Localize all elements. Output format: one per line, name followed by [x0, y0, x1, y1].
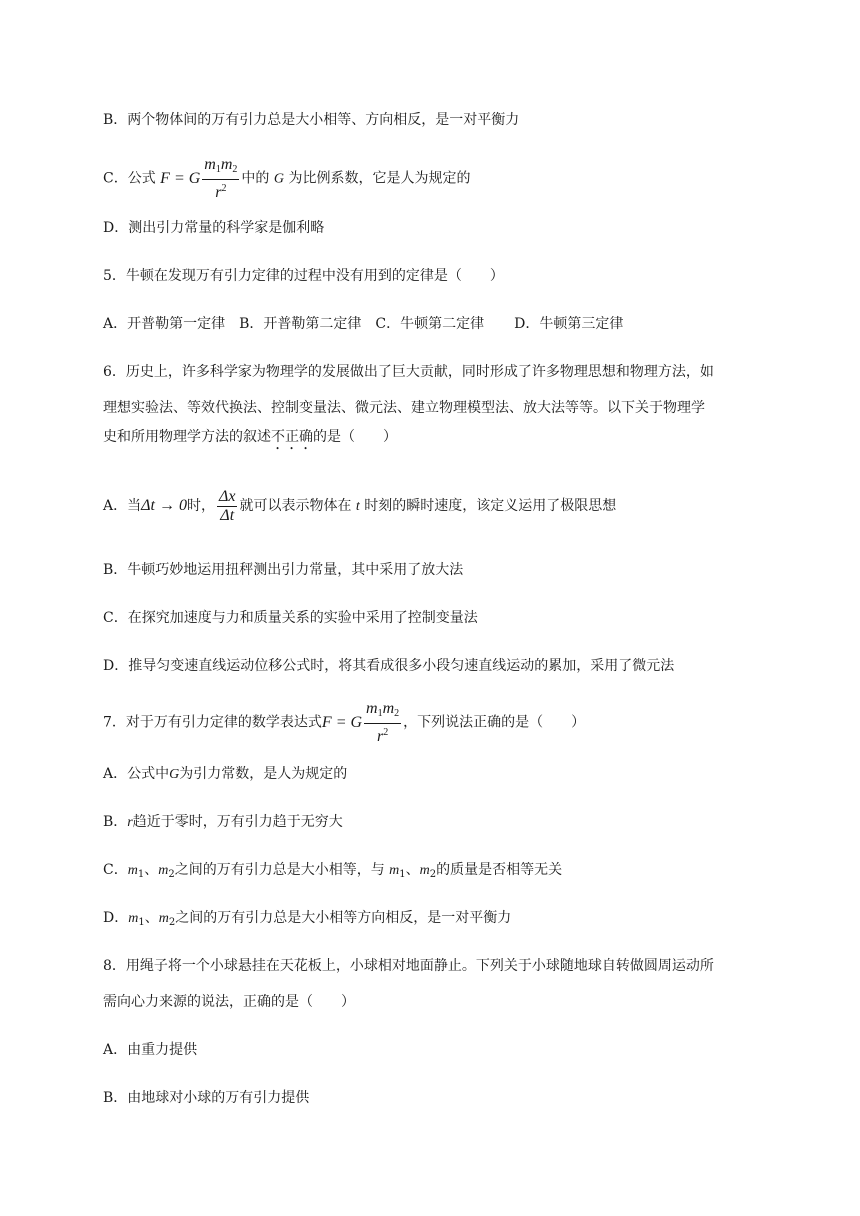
q6-stem-line2: 理想实验法、等效代换法、控制变量法、微元法、建立物理模型法、放大法等等。以下关于物理学 — [103, 400, 705, 416]
q6-stem-line3: 史和所用物理学方法的叙述不正确的是（ ） — [103, 429, 397, 445]
q8-option-a: A．由重力提供 — [103, 1042, 198, 1058]
q5-option-d: D．牛顿第三定律 — [514, 316, 624, 332]
q7-option-c: C．$m_1$、$m_2$之间的万有引力总是大小相等，与 $m_1$、$m_2$的质量是否相等无关 — [103, 862, 563, 880]
q6-option-c: C．在探究加速度与力和质量关系的实验中采用了控制变量法 — [103, 610, 478, 626]
q4-option-c: C．公式 F = G $\frac{m_1m_2}{r^2}$ 中的 G 为比例系数，它是人为规定的 — [103, 156, 471, 201]
q6-stem-line1: 6．历史上，许多科学家为物理学的发展做出了巨大贡献，同时形成了许多物理思想和物理方法，如 — [103, 364, 714, 380]
formula-gravitation: F = G $\frac{m_1m_2}{r^2}$ — [160, 156, 238, 201]
q7-option-a: A．公式中G为引力常数，是人为规定的 — [103, 766, 348, 782]
q5-option-a: A．开普勒第一定律 — [103, 316, 226, 332]
q4-option-d: D．测出引力常量的科学家是伽利略 — [103, 220, 325, 236]
q6-option-a: A．当Δt → 0时， $\frac{\Delta x}{\Delta t}$ 就可以表示物体在 t 时刻的瞬时速度，该定义运用了极限思想 — [103, 487, 617, 524]
q6-option-d: D．推导匀变速直线运动位移公式时，将其看成很多小段匀速直线运动的累加，采用了微元法 — [103, 658, 675, 674]
q7-stem: 7．对于万有引力定律的数学表达式F = G $\frac{m_1m_2}{r^2}$ ，下列说法正确的是（ ） — [103, 700, 586, 745]
q5-options — [103, 314, 623, 334]
q5-stem: 5．牛顿在发现万有引力定律的过程中没有用到的定律是（ ） — [103, 268, 504, 284]
q4-option-b: B．两个物体间的万有引力总是大小相等、方向相反，是一对平衡力 — [103, 112, 520, 128]
q8-option-b: B．由地球对小球的万有引力提供 — [103, 1090, 310, 1106]
q7-option-b: B．r趋近于零时，万有引力趋于无穷大 — [103, 814, 343, 830]
q8-stem-line2: 需向心力来源的说法，正确的是（ ） — [103, 994, 355, 1010]
q5-option-b: B．开普勒第二定律 — [239, 316, 362, 332]
q7-option-d: D．$m_1$、$m_2$之间的万有引力总是大小相等方向相反，是一对平衡力 — [103, 910, 512, 928]
q8-stem-line1: 8．用绳子将一个小球悬挂在天花板上，小球相对地面静止。下列关于小球随地球自转做圆周运动所 — [103, 958, 714, 974]
q6-option-b: B．牛顿巧妙地运用扭秤测出引力常量，其中采用了放大法 — [103, 562, 464, 578]
emphasis-not-correct: 不正确 — [271, 429, 313, 445]
q5-option-c: C．牛顿第二定律 — [375, 316, 485, 332]
formula-gravitation-q7: F = G $\frac{m_1m_2}{r^2}$ — [321, 700, 400, 745]
